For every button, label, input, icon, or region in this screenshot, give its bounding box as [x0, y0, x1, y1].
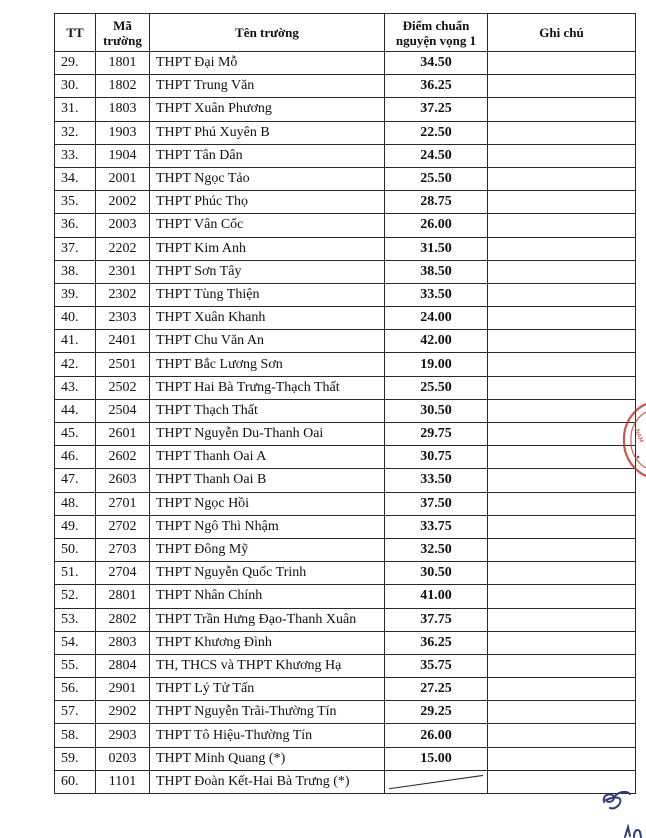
- school-code-cell: 2704: [96, 562, 150, 585]
- school-name-cell: THPT Hai Bà Trưng-Thạch Thất: [150, 376, 385, 399]
- row-number-cell: 39.: [55, 283, 96, 306]
- table-row: [55, 237, 636, 260]
- school-name-cell: THPT Tùng Thiện: [150, 283, 385, 306]
- table-row: [55, 747, 636, 770]
- table-row: [55, 608, 636, 631]
- school-name-cell: THPT Tô Hiệu-Thường Tín: [150, 724, 385, 747]
- row-number-cell: 30.: [55, 75, 96, 98]
- note-cell: [488, 353, 636, 376]
- benchmark-score-cell: 24.50: [385, 144, 488, 167]
- header-note: Ghi chú: [488, 14, 636, 52]
- benchmark-score-cell: 34.50: [385, 52, 488, 75]
- school-code-cell: 2902: [96, 701, 150, 724]
- school-code-cell: 2602: [96, 446, 150, 469]
- school-code-cell: 2003: [96, 214, 150, 237]
- benchmark-score-cell: 33.50: [385, 469, 488, 492]
- table-row: [55, 283, 636, 306]
- school-code-cell: 2504: [96, 399, 150, 422]
- row-number-cell: 38.: [55, 260, 96, 283]
- benchmark-score-cell: [385, 770, 488, 793]
- note-cell: [488, 678, 636, 701]
- table-row: [55, 260, 636, 283]
- school-code-cell: 1801: [96, 52, 150, 75]
- school-name-cell: THPT Nguyễn Trãi-Thường Tín: [150, 701, 385, 724]
- school-code-cell: 2302: [96, 283, 150, 306]
- school-code-cell: 2701: [96, 492, 150, 515]
- school-name-cell: THPT Phú Xuyên B: [150, 121, 385, 144]
- note-cell: [488, 98, 636, 121]
- school-name-cell: THPT Minh Quang (*): [150, 747, 385, 770]
- benchmark-score-cell: 42.00: [385, 330, 488, 353]
- benchmark-score-cell: 30.50: [385, 562, 488, 585]
- table-row: [55, 631, 636, 654]
- row-number-cell: 55.: [55, 654, 96, 677]
- note-cell: [488, 492, 636, 515]
- note-cell: [488, 724, 636, 747]
- row-number-cell: 57.: [55, 701, 96, 724]
- school-name-cell: THPT Bắc Lương Sơn: [150, 353, 385, 376]
- school-code-cell: 2802: [96, 608, 150, 631]
- note-cell: [488, 283, 636, 306]
- note-cell: [488, 515, 636, 538]
- note-cell: [488, 446, 636, 469]
- school-name-cell: THPT Khương Đình: [150, 631, 385, 654]
- empty-score-strike-icon: [385, 771, 487, 793]
- note-cell: [488, 654, 636, 677]
- table-row: [55, 678, 636, 701]
- table-row: [55, 585, 636, 608]
- benchmark-score-cell: 37.50: [385, 492, 488, 515]
- note-cell: [488, 562, 636, 585]
- table-row: [55, 538, 636, 561]
- benchmark-score-cell: 30.50: [385, 399, 488, 422]
- row-number-cell: 60.: [55, 770, 96, 793]
- table-row: [55, 724, 636, 747]
- school-code-cell: 1903: [96, 121, 150, 144]
- table-row: [55, 191, 636, 214]
- school-name-cell: THPT Phúc Thọ: [150, 191, 385, 214]
- school-name-cell: THPT Thạch Thất: [150, 399, 385, 422]
- school-name-cell: THPT Trần Hưng Đạo-Thanh Xuân: [150, 608, 385, 631]
- table-row: [55, 376, 636, 399]
- school-code-cell: 2502: [96, 376, 150, 399]
- benchmark-score-cell: 32.50: [385, 538, 488, 561]
- note-cell: [488, 307, 636, 330]
- school-name-cell: THPT Lý Tử Tấn: [150, 678, 385, 701]
- note-cell: [488, 747, 636, 770]
- school-code-cell: 2301: [96, 260, 150, 283]
- benchmark-score-cell: 22.50: [385, 121, 488, 144]
- school-name-cell: THPT Thanh Oai B: [150, 469, 385, 492]
- row-number-cell: 33.: [55, 144, 96, 167]
- school-name-cell: THPT Ngọc Tảo: [150, 167, 385, 190]
- benchmark-score-cell: 25.50: [385, 167, 488, 190]
- row-number-cell: 36.: [55, 214, 96, 237]
- benchmark-score-cell: 29.25: [385, 701, 488, 724]
- table-row: [55, 98, 636, 121]
- school-name-cell: THPT Thanh Oai A: [150, 446, 385, 469]
- note-cell: [488, 423, 636, 446]
- school-code-cell: 2703: [96, 538, 150, 561]
- school-code-cell: 2601: [96, 423, 150, 446]
- school-code-cell: 2901: [96, 678, 150, 701]
- note-cell: [488, 538, 636, 561]
- note-cell: [488, 260, 636, 283]
- row-number-cell: 53.: [55, 608, 96, 631]
- table-row: [55, 446, 636, 469]
- school-code-cell: 1904: [96, 144, 150, 167]
- benchmark-score-cell: 19.00: [385, 353, 488, 376]
- note-cell: [488, 701, 636, 724]
- note-cell: [488, 237, 636, 260]
- note-cell: [488, 121, 636, 144]
- table-row: [55, 167, 636, 190]
- header-benchmark-score: [385, 14, 488, 52]
- row-number-cell: 46.: [55, 446, 96, 469]
- school-code-cell: 2804: [96, 654, 150, 677]
- school-name-cell: THPT Nguyễn Quốc Trinh: [150, 562, 385, 585]
- table-row: [55, 121, 636, 144]
- row-number-cell: 37.: [55, 237, 96, 260]
- row-number-cell: 29.: [55, 52, 96, 75]
- benchmark-score-cell: 31.50: [385, 237, 488, 260]
- school-code-cell: 2702: [96, 515, 150, 538]
- header-score-line2: nguyện vọng 1: [395, 32, 477, 48]
- benchmark-score-cell: 33.50: [385, 283, 488, 306]
- table-row: [55, 654, 636, 677]
- benchmark-score-cell: 27.25: [385, 678, 488, 701]
- row-number-cell: 31.: [55, 98, 96, 121]
- school-name-cell: THPT Ngọc Hồi: [150, 492, 385, 515]
- table-row: [55, 469, 636, 492]
- row-number-cell: 47.: [55, 469, 96, 492]
- table-row: [55, 515, 636, 538]
- school-code-cell: 2303: [96, 307, 150, 330]
- note-cell: [488, 52, 636, 75]
- note-cell: [488, 585, 636, 608]
- row-number-cell: 45.: [55, 423, 96, 446]
- school-name-cell: THPT Chu Văn An: [150, 330, 385, 353]
- school-name-cell: THPT Trung Văn: [150, 75, 385, 98]
- row-number-cell: 50.: [55, 538, 96, 561]
- note-cell: [488, 191, 636, 214]
- header-code-line2: trường: [103, 32, 142, 48]
- school-name-cell: THPT Xuân Khanh: [150, 307, 385, 330]
- admission-score-table: [54, 13, 636, 794]
- table-body: [55, 52, 636, 794]
- row-number-cell: 43.: [55, 376, 96, 399]
- row-number-cell: 51.: [55, 562, 96, 585]
- row-number-cell: 34.: [55, 167, 96, 190]
- note-cell: [488, 469, 636, 492]
- school-code-cell: 2801: [96, 585, 150, 608]
- table-row: [55, 701, 636, 724]
- note-cell: [488, 608, 636, 631]
- school-code-cell: 2002: [96, 191, 150, 214]
- table-row: [55, 214, 636, 237]
- benchmark-score-cell: 37.75: [385, 608, 488, 631]
- school-code-cell: 1803: [96, 98, 150, 121]
- table-row: [55, 52, 636, 75]
- school-name-cell: THPT Nhân Chính: [150, 585, 385, 608]
- header-school-name: Tên trường: [150, 14, 385, 52]
- benchmark-score-cell: 36.25: [385, 75, 488, 98]
- benchmark-score-cell: 35.75: [385, 654, 488, 677]
- row-number-cell: 32.: [55, 121, 96, 144]
- school-name-cell: THPT Ngô Thì Nhậm: [150, 515, 385, 538]
- row-number-cell: 48.: [55, 492, 96, 515]
- note-cell: [488, 75, 636, 98]
- table-row: [55, 770, 636, 793]
- benchmark-score-cell: 28.75: [385, 191, 488, 214]
- table-row: [55, 399, 636, 422]
- school-name-cell: THPT Đại Mỗ: [150, 52, 385, 75]
- benchmark-score-cell: 30.75: [385, 446, 488, 469]
- row-number-cell: 49.: [55, 515, 96, 538]
- school-code-cell: 2202: [96, 237, 150, 260]
- school-name-cell: THPT Vân Cốc: [150, 214, 385, 237]
- table-row: [55, 353, 636, 376]
- school-name-cell: THPT Đoàn Kết-Hai Bà Trưng (*): [150, 770, 385, 793]
- header-tt: TT: [55, 14, 96, 52]
- row-number-cell: 41.: [55, 330, 96, 353]
- benchmark-score-cell: 36.25: [385, 631, 488, 654]
- header-score-line1: Điểm chuẩn: [402, 17, 470, 33]
- school-name-cell: THPT Sơn Tây: [150, 260, 385, 283]
- benchmark-score-cell: 33.75: [385, 515, 488, 538]
- table-row: [55, 307, 636, 330]
- school-name-cell: THPT Tân Dân: [150, 144, 385, 167]
- benchmark-score-cell: 26.00: [385, 724, 488, 747]
- table-row: [55, 562, 636, 585]
- row-number-cell: 40.: [55, 307, 96, 330]
- school-code-cell: 1101: [96, 770, 150, 793]
- school-name-cell: THPT Đông Mỹ: [150, 538, 385, 561]
- school-name-cell: THPT Xuân Phương: [150, 98, 385, 121]
- row-number-cell: 35.: [55, 191, 96, 214]
- school-code-cell: 2501: [96, 353, 150, 376]
- note-cell: [488, 330, 636, 353]
- table-row: [55, 423, 636, 446]
- row-number-cell: 58.: [55, 724, 96, 747]
- note-cell: [488, 631, 636, 654]
- note-cell: [488, 144, 636, 167]
- table-row: [55, 75, 636, 98]
- benchmark-score-cell: 15.00: [385, 747, 488, 770]
- row-number-cell: 42.: [55, 353, 96, 376]
- table-row: [55, 330, 636, 353]
- row-number-cell: 52.: [55, 585, 96, 608]
- school-code-cell: 2001: [96, 167, 150, 190]
- stamp-text: NAM: [633, 428, 645, 444]
- table-row: [55, 492, 636, 515]
- table-row: [55, 144, 636, 167]
- note-cell: [488, 214, 636, 237]
- signature-icon: [598, 786, 632, 812]
- seal-stamp-icon: [618, 400, 646, 480]
- note-cell: [488, 376, 636, 399]
- table-header-row: [55, 14, 636, 52]
- note-cell: [488, 167, 636, 190]
- benchmark-score-cell: 24.00: [385, 307, 488, 330]
- school-code-cell: 2803: [96, 631, 150, 654]
- benchmark-score-cell: 38.50: [385, 260, 488, 283]
- header-code-line1: Mã: [113, 17, 132, 33]
- note-cell: [488, 399, 636, 422]
- row-number-cell: 54.: [55, 631, 96, 654]
- header-school-code: [96, 14, 150, 52]
- row-number-cell: 59.: [55, 747, 96, 770]
- school-name-cell: THPT Nguyễn Du-Thanh Oai: [150, 423, 385, 446]
- school-name-cell: THPT Kim Anh: [150, 237, 385, 260]
- school-code-cell: 2603: [96, 469, 150, 492]
- school-name-cell: TH, THCS và THPT Khương Hạ: [150, 654, 385, 677]
- benchmark-score-cell: 29.75: [385, 423, 488, 446]
- school-code-cell: 1802: [96, 75, 150, 98]
- school-code-cell: 0203: [96, 747, 150, 770]
- row-number-cell: 44.: [55, 399, 96, 422]
- benchmark-score-cell: 41.00: [385, 585, 488, 608]
- benchmark-score-cell: 37.25: [385, 98, 488, 121]
- school-code-cell: 2401: [96, 330, 150, 353]
- school-code-cell: 2903: [96, 724, 150, 747]
- handwritten-mark-icon: [622, 824, 644, 838]
- row-number-cell: 56.: [55, 678, 96, 701]
- benchmark-score-cell: 26.00: [385, 214, 488, 237]
- benchmark-score-cell: 25.50: [385, 376, 488, 399]
